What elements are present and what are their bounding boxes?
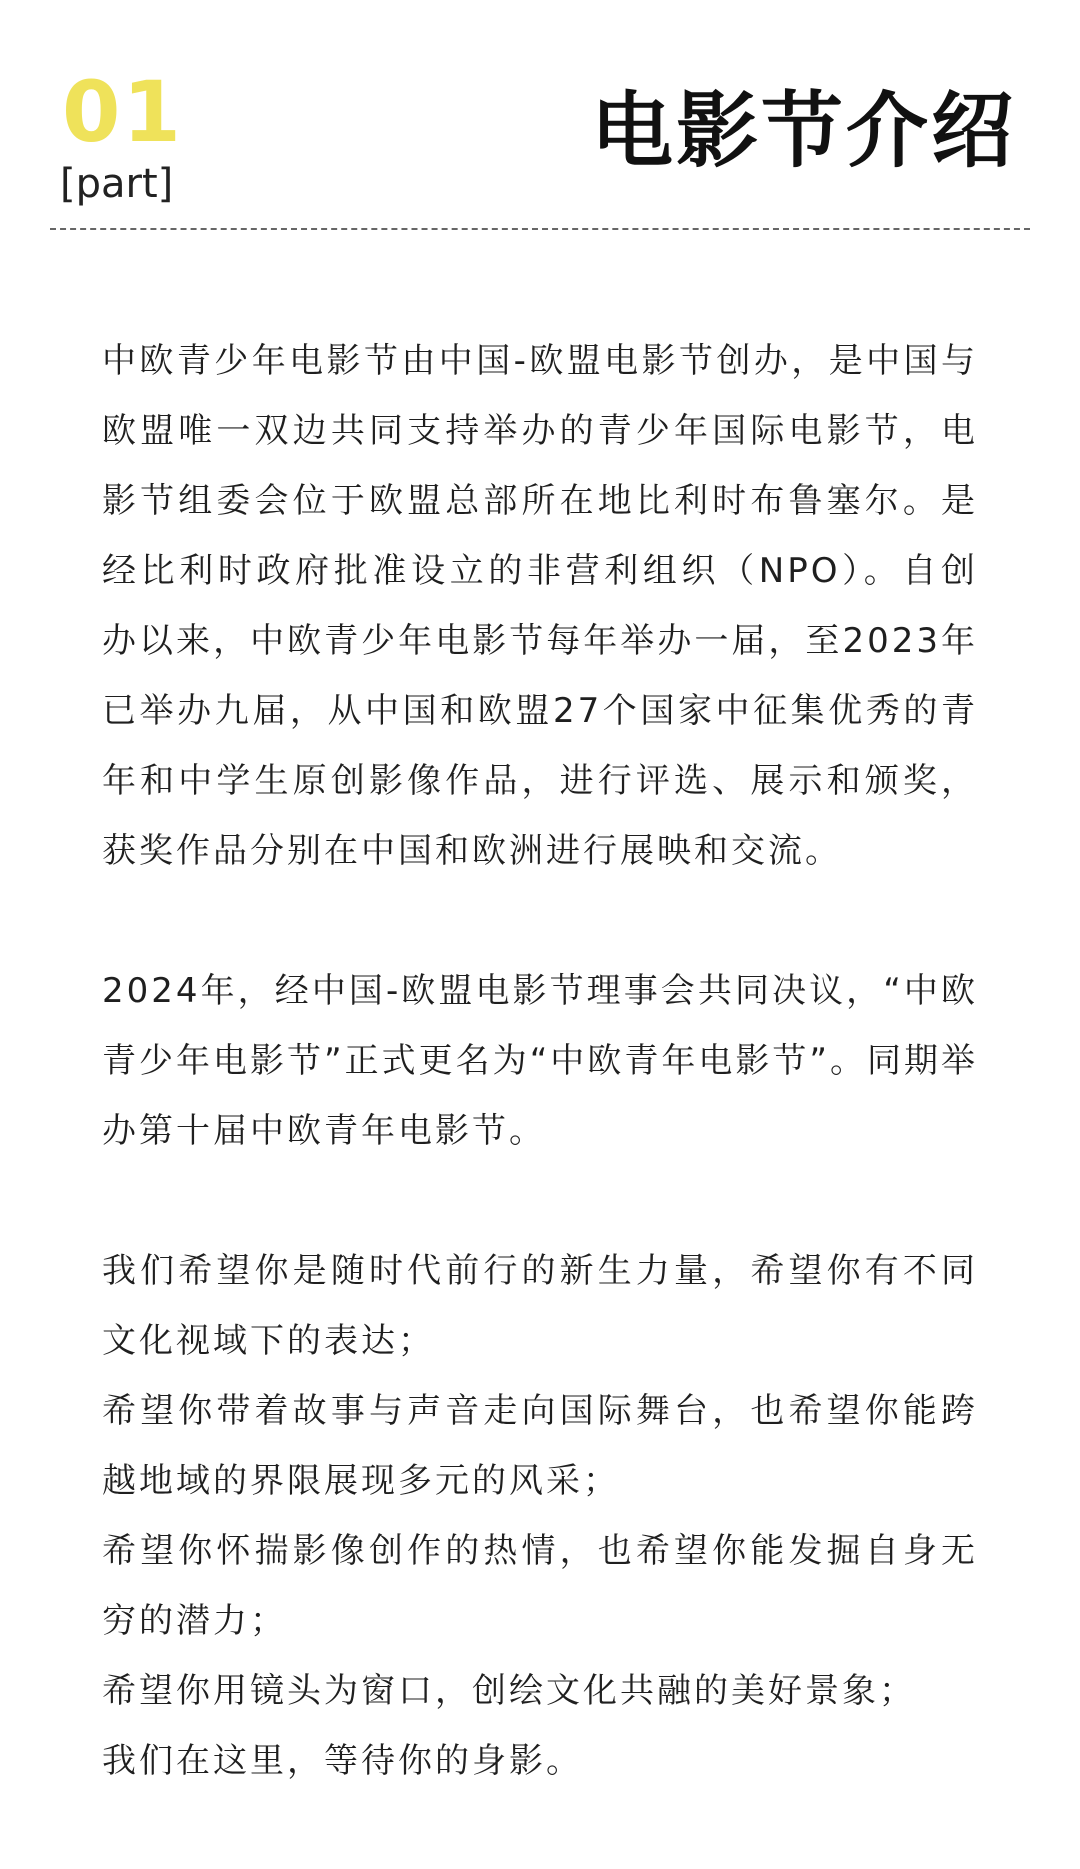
intro-paragraph: 中欧青少年电影节由中国-欧盟电影节创办，是中国与欧盟唯一双边共同支持举办的青少年国际电影节，电影节组委会位于欧盟总部所在地比利时布鲁塞尔。是经比利时政府批准设立的非营利组织（NPO）。自创办以来，中欧青少年电影节每年举办一届，至2023年已举办九届，从中国和欧盟27个国家中征集优秀的青年和中学生原创影像作品，进行评选、展示和颁奖，获奖作品分别在中国和欧洲进行展映和交流。 bbox=[102, 341, 978, 871]
hope-line: 我们希望你是随时代前行的新生力量，希望你有不同文化视域下的表达； bbox=[102, 1251, 978, 1361]
hope-line: 希望你带着故事与声音走向国际舞台，也希望你能跨越地域的界限展现多元的风采； bbox=[102, 1391, 978, 1501]
hope-line: 希望你怀揣影像创作的热情，也希望你能发掘自身无穷的潜力； bbox=[102, 1531, 978, 1641]
closing-line: 我们在这里，等待你的身影。 bbox=[102, 1741, 583, 1781]
rename-paragraph: 2024年，经中国-欧盟电影节理事会共同决议，“中欧青少年电影节”正式更名为“中欧青年电影节”。同期举办第十届中欧青年电影节。 bbox=[102, 971, 978, 1151]
dashed-divider bbox=[50, 228, 1030, 230]
content-body bbox=[102, 326, 978, 1796]
hopes-paragraph bbox=[102, 1236, 978, 1796]
header bbox=[0, 0, 1080, 240]
section-number: 01 bbox=[62, 63, 183, 161]
hope-line: 希望你用镜头为窗口，创绘文化共融的美好景象； bbox=[102, 1671, 916, 1711]
section-sub-label: [part] bbox=[60, 161, 174, 207]
page-title: 电影节介绍 bbox=[590, 84, 1016, 179]
